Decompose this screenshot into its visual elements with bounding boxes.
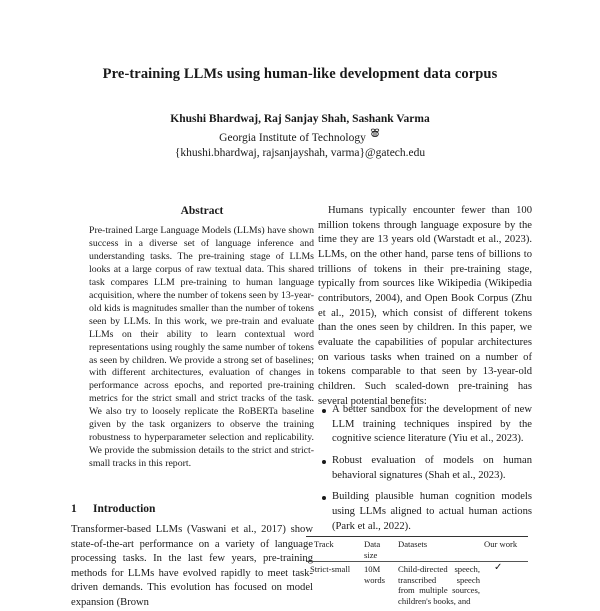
table-header-ourwork: Our work <box>484 539 518 549</box>
section-title: Introduction <box>93 503 156 515</box>
motivation-text: Humans typically encounter fewer than 100 million tokens through language exposure by the time they are 13 years old (Warstadt et al., 2023). LLMs, on the other hand, parse tens of billions to trillions of tokens in their pre-training stage, typically from sources like Wikipedia (Wikipedia contributors, 2004), and Open Book Corpus (Zhu et al., 2015), which consist of different tokens than the ones seen by children. In this paper, we evaluate the capabilities of popular architectures on various tasks when trained on a number of tokens comparable to that seen by 13-year-old children. Such scaled-down pre-training has several potential benefits: <box>318 205 532 407</box>
right-column-paragraph <box>318 204 532 409</box>
abstract-text: Pre-trained Large Language Models (LLMs) have shown success in a diverse set of language inference and understanding tasks. The pre-training stage of LLMs looks at a large corpus of raw textual data. This shared task compares LLM pre-training to human language acquisition, where the number of tokens seen by 13-year-old kids is magnitudes smaller than the number of tokens seen by LLMs. In this work, we pre-train and evaluate LLMs on their ability to learn contextual word representations using roughly the same number of tokens as seen by children. We provide a strong set of baselines; with different architectures, evaluation of changes in performance across epochs, and reported pre-training metrics for the strict small and strict tracks of the task. We also try to loosely replicate the RoBERTa baseline given by the task organizers to observe the training robustness to hyperparameter selection and replicability. We provide the submission details to the strict and strict-small tracks in this report. <box>89 225 314 470</box>
bee-icon <box>369 127 381 139</box>
table-top-rule <box>306 536 528 537</box>
paper-title: Pre-training LLMs using human-like development data corpus <box>102 66 498 82</box>
table-cell-track: Strict-small <box>310 564 351 574</box>
table-header-track: Track <box>314 539 334 549</box>
author-emails: {khushi.bhardwaj, rajsanjayshah, varma}@gatech.edu <box>174 146 426 159</box>
introduction-body <box>71 523 313 611</box>
list-item: A better sandbox for the development of new LLM training techniques inspired by the cognitive science literature (Yiu et al., 2023). <box>318 403 532 447</box>
introduction-heading <box>71 503 155 515</box>
abstract-heading: Abstract <box>180 205 224 217</box>
table-cell-size: 10M words <box>364 564 386 585</box>
affiliation-block <box>0 131 600 160</box>
table-cell-datasets: Child-directed speech, transcribed speech from multiple sources, children's books, and <box>398 564 480 606</box>
paper-authors: Khushi Bhardwaj, Raj Sanjay Shah, Sashank Varma <box>170 113 430 125</box>
list-item: Robust evaluation of models on human behavioral signatures (Shah et al., 2023). <box>318 454 532 483</box>
list-item: Building plausible human cognition models using LLMs aligned to actual human actions (Park et al., 2022). <box>318 490 532 534</box>
abstract-body <box>89 225 314 471</box>
check-icon: ✓ <box>494 562 503 573</box>
introduction-text: Transformer-based LLMs (Vaswani et al., 2017) show state-of-the-art performance on a variety of language processing tasks. In the last few years, pre-training methods for LLMs have evolved rapidly to meet task-driven demands. This evolution has focused on model expansion (Brown <box>71 524 313 608</box>
benefits-list <box>318 403 532 541</box>
table-header-datasets: Datasets <box>398 539 428 549</box>
table-header-size: Data size <box>364 539 381 560</box>
section-number: 1 <box>71 503 77 515</box>
affiliation: Georgia Institute of Technology <box>219 132 366 144</box>
